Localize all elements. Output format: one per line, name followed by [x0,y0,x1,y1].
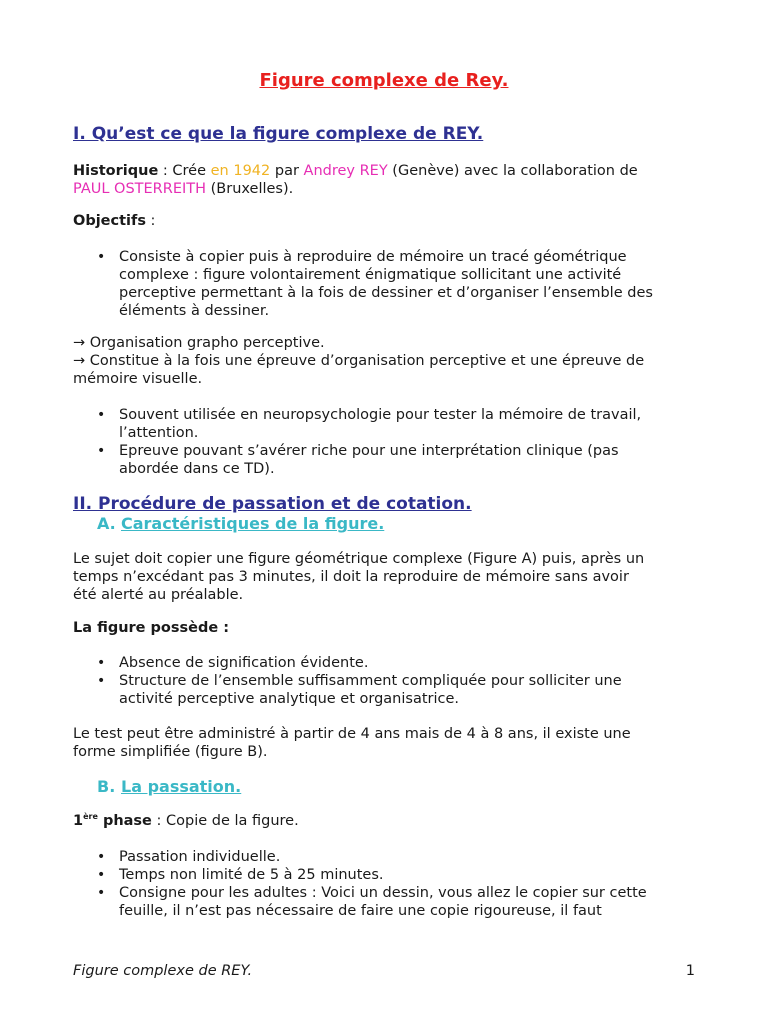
bullet-icon: • [97,249,106,265]
paragraph-line: forme simplifiée (figure B). [73,744,268,760]
subsection-a-title: Caractéristiques de la figure. [121,514,385,533]
arrow-2-text-cont: mémoire visuelle. [73,371,203,387]
paragraph-a [73,550,695,604]
list-item-line: Passation individuelle. [119,849,281,865]
bullet-icon: • [97,867,106,883]
list-item [73,248,695,320]
historique-year: en 1942 [210,163,271,179]
paragraph-line: Le test peut être administré à partir de 4 ans mais de 4 à 8 ans, il existe une [73,726,631,742]
objectifs-list [73,248,695,320]
list-item [73,654,695,672]
list-item-line: Epreuve pouvant s’avérer riche pour une interprétation clinique (pas [119,443,619,459]
list-item-line: Souvent utilisée en neuropsychologie pour tester la mémoire de travail, [119,407,642,423]
bullet-icon: • [97,443,106,459]
section-1-heading: I. Qu’est ce que la figure complexe de REY. [73,124,484,144]
list-item-line: Consigne pour les adultes : Voici un dessin, vous allez le copier sur cette [119,885,647,901]
list-item-line: Structure de l’ensemble suffisamment compliquée pour solliciter une [119,673,622,689]
bullet-icon: • [97,885,106,901]
list-item-line: feuille, il n’est pas nécessaire de faire une copie rigoureuse, il faut [119,903,602,919]
arrow-right-icon: → [73,335,90,351]
phase-superscript: ère [83,812,98,821]
list-item [73,406,695,442]
list-item [73,672,695,708]
page-number: 1 [685,963,695,979]
bullet-icon: • [97,407,106,423]
figure-possede-label: La figure possède : [73,620,230,636]
list-item [73,848,695,866]
list-item [73,866,695,884]
paragraph-line: temps n’excédant pas 3 minutes, il doit la reproduire de mémoire sans avoir [73,569,629,585]
usage-list [73,406,695,478]
bullet-icon: • [97,655,106,671]
list-item-line: perceptive permettant à la fois de dessiner et d’organiser l’ensemble des [119,285,653,301]
list-item-line: abordée dans ce TD). [119,461,275,477]
subsection-a-heading [97,514,384,533]
phase-rest: : Copie de la figure. [151,813,299,829]
figure-properties-list [73,654,695,708]
subsection-a-number: A. [97,514,116,533]
list-item-line: complexe : figure volontairement énigmatique sollicitant une activité [119,267,622,283]
paragraph-a2 [73,725,695,761]
historique-collab: PAUL OSTERREITH [73,181,207,197]
section-2-heading: II. Procédure de passation et de cotation. [73,494,472,514]
objectifs-label-line [73,212,695,230]
bullet-icon: • [97,673,106,689]
bullet-icon: • [97,849,106,865]
historique-rest1: (Genève) avec la collaboration de [387,163,638,179]
historique-paragraph [73,162,695,198]
list-item [73,884,695,920]
list-item-line: Consiste à copier puis à reproduire de mémoire un tracé géométrique [119,249,627,265]
arrow-right-icon: → [73,353,90,369]
phase-line [73,812,695,830]
historique-sep: : Crée [158,163,211,179]
objectifs-sep: : [145,213,156,229]
objectifs-label: Objectifs [73,213,146,229]
paragraph-line: Le sujet doit copier une figure géométrique complexe (Figure A) puis, après un [73,551,645,567]
subsection-b-title: La passation. [121,777,242,796]
historique-label: Historique [73,163,159,179]
passation-list [73,848,695,920]
phase-label: phase [97,813,152,829]
page-footer: Figure complexe de REY. [73,963,253,979]
list-item-line: l’attention. [119,425,199,441]
list-item-line: Temps non limité de 5 à 25 minutes. [119,867,384,883]
list-item-line: éléments à dessiner. [119,303,270,319]
historique-rest2: (Bruxelles). [206,181,294,197]
arrow-2-text: Constitue à la fois une épreuve d’organisation perceptive et une épreuve de [89,353,645,369]
subsection-b-heading [97,777,241,796]
list-item-line: Absence de signification évidente. [119,655,369,671]
list-item [73,442,695,478]
document-title: Figure complexe de Rey. [259,70,509,91]
list-item-line: activité perceptive analytique et organisatrice. [119,691,460,707]
historique-par: par [270,163,304,179]
phase-number: 1 [73,813,84,829]
subsection-b-number: B. [97,777,116,796]
arrow-1-text: Organisation grapho perceptive. [89,335,325,351]
paragraph-line: été alerté au préalable. [73,587,244,603]
arrow-lines [73,334,695,388]
historique-author: Andrey REY [303,163,388,179]
